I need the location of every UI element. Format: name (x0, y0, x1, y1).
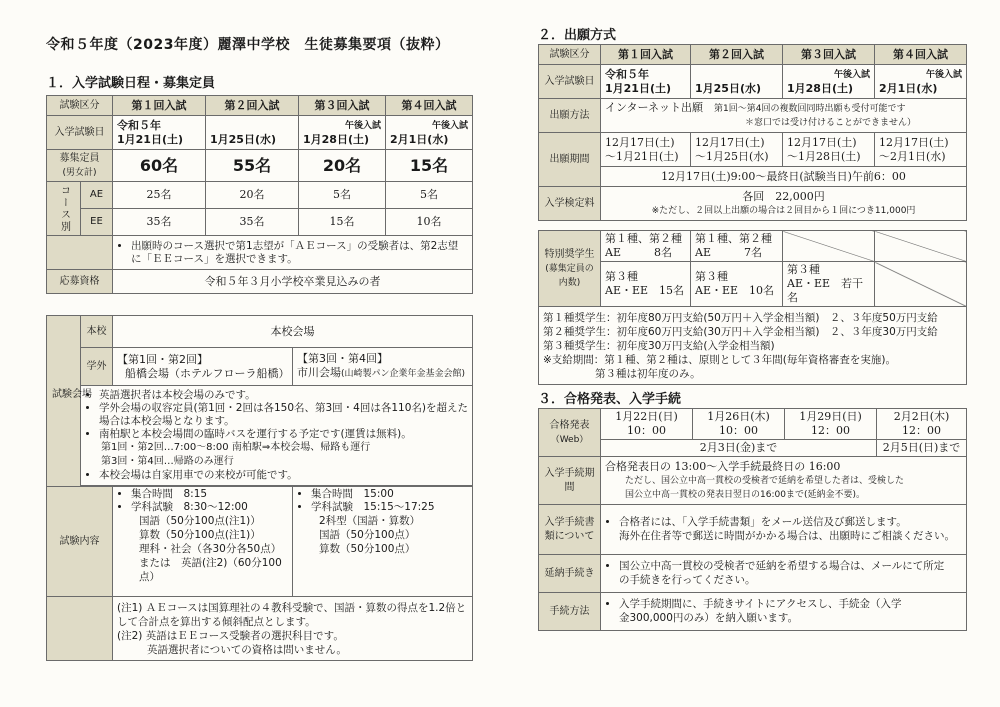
scholar-2-top: 第１種、第２種 AE 7名 (691, 231, 783, 262)
ee-label: EE (81, 209, 113, 236)
exam-date-2: 1月25日(水) (206, 116, 299, 150)
capacity-1: 60名 (113, 150, 206, 182)
scholar-4-top-empty (875, 231, 967, 262)
r-header-label: 試験区分 (539, 45, 601, 65)
announce-deadline-2: 2月5日(日)まで (877, 440, 967, 457)
extension-label: 延納手続き (539, 555, 601, 593)
exam-date-label: 入学試験日 (47, 116, 113, 150)
method2-label: 手続方法 (539, 593, 601, 631)
section1-title: １．入学試験日程・募集定員 (46, 76, 216, 91)
ae-1: 25名 (113, 182, 206, 209)
ae-2: 20名 (206, 182, 299, 209)
method-label: 出願方法 (539, 99, 601, 133)
period-summary: 12月17日(土)9:00～最終日(試験当日)午前6：00 (601, 167, 967, 187)
content-notes: (注1) ＡＥコースは国算理社の４教科受験で、国語・算数の得点を1.2倍として合計点を算出する傾斜配点とします。 (注2) 英語はＥＥコース受験者の選択科目です。 英語選択者についての資格は問いません。 (113, 597, 473, 661)
announce-1: 1月22日(日) 10：00 (601, 409, 693, 440)
announce-4: 2月2日(木) 12：00 (877, 409, 967, 440)
r-exam-date-label: 入学試験日 (539, 65, 601, 99)
r-col-round1: 第１回入試 (601, 45, 691, 65)
fee-label: 入学検定料 (539, 187, 601, 221)
ae-3: 5名 (299, 182, 386, 209)
r-exam-date-4: 午後入試 2月1日(水) (875, 65, 967, 99)
venue-main-value: 本校会場 (113, 316, 473, 348)
col-round2: 第２回入試 (206, 96, 299, 116)
scholar-1-top: 第１種、第２種 AE 8名 (601, 231, 691, 262)
period-4: 12月17日(土) ～2月1日(水) (875, 133, 967, 167)
venue-label (47, 316, 81, 486)
application-table (538, 44, 967, 221)
announce-deadline-1: 2月3日(金)まで (601, 440, 877, 457)
period-1: 12月17日(土) ～1月21日(土) (601, 133, 691, 167)
scholar-3-bot: 第３種 AE・EE 若干名 (783, 262, 875, 307)
announce-label: 合格発表 （Web） (539, 409, 601, 457)
documents-label: 入学手続書類について (539, 505, 601, 555)
announce-3: 1月29日(日) 12：00 (785, 409, 877, 440)
scholar-4-bot-empty (875, 262, 967, 307)
schedule-table (46, 95, 473, 294)
period-2: 12月17日(土) ～1月25日(水) (691, 133, 783, 167)
capacity-2: 55名 (206, 150, 299, 182)
results-table (538, 408, 967, 631)
method-value: インターネット出願 第1回～第4回の複数回同時出願も受付可能です ＊窓口では受け付けることができません） (601, 99, 967, 133)
exam-date-4: 午後入試 2月1日(水) (386, 116, 473, 150)
r-col-round4: 第４回入試 (875, 45, 967, 65)
header-label: 試験区分 (47, 96, 113, 116)
exam-date-1: 令和５年 1月21日(土) (113, 116, 206, 150)
fee-value: 各回 22,000円 ※ただし、２回以上出願の場合は２回目から１回につき11,000円 (601, 187, 967, 221)
capacity-4: 15名 (386, 150, 473, 182)
documents-value: • 合格者には、「入学手続書類」をメール送信及び郵送します。 海外在住者等で郵送に時間がかかる場合は、出願時にご相談ください。 (601, 505, 967, 555)
content-table (46, 486, 473, 661)
page-title: 令和５年度（2023年度）麗澤中学校 生徒募集要項（抜粋） (46, 37, 450, 53)
procedure-period-label: 入学手続期間 (539, 457, 601, 505)
col-round1: 第１回入試 (113, 96, 206, 116)
venue-notes: • 英語選択者は本校会場のみです。 • 学外会場の収容定員(第1回・2回は各150名、第3回・4回は各110名)を超えた場合は本校会場となります。 • 南柏駅と本校会場間の臨時バスを運行する予定です(運賃は無料)。 第1回・第2回…7:00～8:00 南柏駅⇒本校会場、帰路も運行 第3回・第4回…帰路のみ運行 • 本校会場は自家用車での来校が可能です。 (81, 386, 473, 486)
method2-value: • 入学手続期間に、手続きサイトにアクセスし、手続金（入学 金300,000円のみ）を納入願います。 (601, 593, 967, 631)
scholar-notes: 第１種奨学生：初年度80万円支給(50万円＋入学金相当額) ２、３年度50万円支給 第２種奨学生：初年度60万円支給(30万円＋入学金相当額) ２、３年度30万円支給 第３種奨学生：初年度30万円支給(入学金相当額) ※支給期間：第１種、第２種は、原則として３年間(毎年資格審査を実施)。 第３種は初年度のみ。 (539, 307, 967, 385)
extension-value: • 国公立中高一貫校の受検者で延納を希望する場合は、メールにて所定 の手続きを行ってください。 (601, 555, 967, 593)
r-exam-date-2: 1月25日(水) (691, 65, 783, 99)
qualification-value: 令和５年３月小学校卒業見込みの者 (113, 270, 473, 294)
r-exam-date-1: 令和５年 1月21日(土) (601, 65, 691, 99)
period-label: 出願期間 (539, 133, 601, 187)
section2-title: ２．出願方式 (538, 28, 617, 43)
capacity-label: 募集定員 (男女計) (47, 150, 113, 182)
venue-outside-label: 学外 (81, 348, 113, 386)
scholar-3-top-empty (783, 231, 875, 262)
announce-2: 1月26日(木) 10：00 (693, 409, 785, 440)
scholar-label: 特別奨学生 (募集定員の内数) (539, 231, 601, 307)
scholar-1-bot: 第３種 AE・EE 15名 (601, 262, 691, 307)
ee-3: 15名 (299, 209, 386, 236)
venue-outside-1: 【第1回・第2回】 船橋会場（ホテルフローラ船橋） (113, 348, 293, 386)
r-col-round3: 第３回入試 (783, 45, 875, 65)
venue-outside-2: 【第3回・第4回】 市川会場(山崎製パン企業年金基金会館) (293, 348, 473, 386)
section3-title: ３．合格発表、入学手続 (538, 392, 682, 407)
r-col-round2: 第２回入試 (691, 45, 783, 65)
scholarship-table (538, 230, 967, 385)
content-pm: • 集合時間 15:00 • 学科試験 15:15～17:25 2科型（国語・算数） 国語（50分100点） 算数（50分100点） (293, 487, 473, 597)
venue-label-text: 試験会場 (52, 389, 92, 400)
capacity-3: 20名 (299, 150, 386, 182)
col-round3: 第３回入試 (299, 96, 386, 116)
r-exam-date-3: 午後入試 1月28日(土) (783, 65, 875, 99)
ae-4: 5名 (386, 182, 473, 209)
course-label: コース別 (47, 182, 81, 236)
venue-main-label: 本校 (81, 316, 113, 348)
course-note: • 出願時のコース選択で第1志望が「ＡＥコース」の受験者は、第2志望に「ＥＥコース」を選択できます。 (113, 236, 473, 270)
ae-label: AE (81, 182, 113, 209)
procedure-period-value: 合格発表日の 13:00～入学手続最終日の 16:00 ただし、国公立中高一貫校の受検者で延納を希望した者は、受検した 国公立中高一貫校の発表日翌日の16:00まで(延納金不要)。 (601, 457, 967, 505)
ee-1: 35名 (113, 209, 206, 236)
content-am: • 集合時間 8:15 • 学科試験 8:30～12:00 国語（50分100点(注1)） 算数（50分100点(注1)） 理科・社会（各30分各50点） または 英語(注2)（60分100点） (113, 487, 293, 597)
exam-date-3: 午後入試 1月28日(土) (299, 116, 386, 150)
qualification-label: 応募資格 (47, 270, 113, 294)
content-label: 試験内容 (47, 487, 113, 597)
period-3: 12月17日(土) ～1月28日(土) (783, 133, 875, 167)
scholar-2-bot: 第３種 AE・EE 10名 (691, 262, 783, 307)
venue-table (46, 315, 473, 486)
ee-4: 10名 (386, 209, 473, 236)
ee-2: 35名 (206, 209, 299, 236)
col-round4: 第４回入試 (386, 96, 473, 116)
